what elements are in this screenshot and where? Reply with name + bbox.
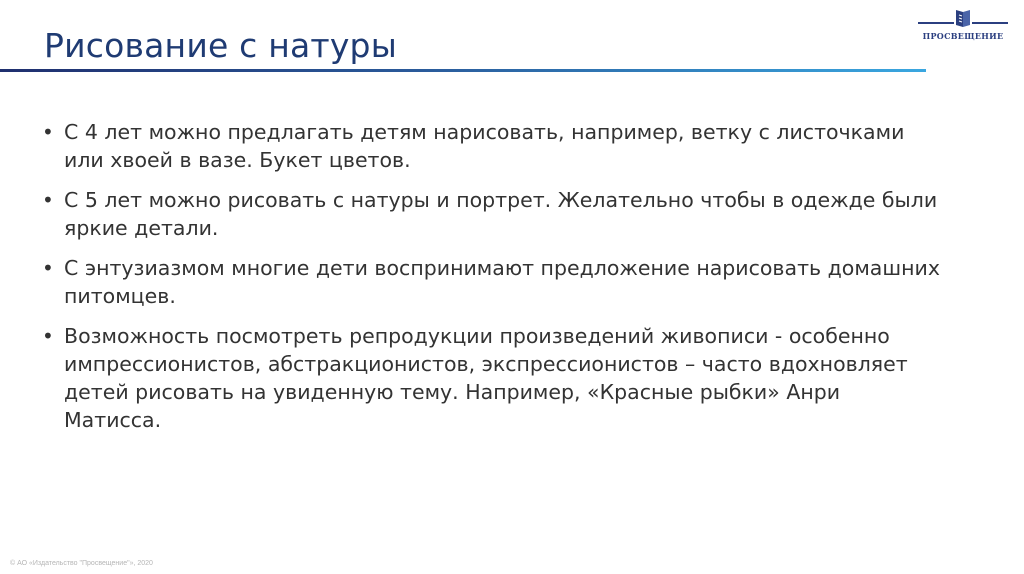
bullet-marker: •	[42, 120, 54, 144]
logo-line-left	[918, 22, 954, 24]
bullet-marker: •	[42, 256, 54, 280]
bullet-item	[40, 186, 940, 242]
bullet-marker: •	[42, 324, 54, 348]
bullet-item	[40, 322, 940, 434]
logo-line-right	[972, 22, 1008, 24]
bullet-text: Возможность посмотреть репродукции произведений живописи - особенно импрессионистов, абстракционистов, экспрессионистов – часто вдохновляет детей рисовать на увиденную тему. Например, «Красные рыбки» Анри Матисса.	[64, 324, 908, 432]
bullet-item	[40, 118, 940, 174]
bullet-text: С 5 лет можно рисовать с натуры и портрет. Желательно чтобы в одежде были яркие детали.	[64, 188, 938, 240]
bullet-text: С энтузиазмом многие дети воспринимают предложение нарисовать домашних питомцев.	[64, 256, 940, 308]
bullet-list	[40, 118, 940, 446]
publisher-logo	[916, 6, 1010, 46]
logo-wordmark: ПРОСВЕЩЕНИЕ	[922, 31, 1004, 41]
title-underline	[0, 69, 926, 72]
bullet-item	[40, 254, 940, 310]
bullet-marker: •	[42, 188, 54, 212]
copyright-footer: © АО «Издательство "Просвещение"», 2020	[10, 560, 153, 567]
slide-title: Рисование с натуры	[44, 26, 397, 65]
logo-book-icon	[955, 8, 971, 28]
bullet-text: С 4 лет можно предлагать детям нарисовать, например, ветку с листочками или хвоей в вазе. Букет цветов.	[64, 120, 905, 172]
